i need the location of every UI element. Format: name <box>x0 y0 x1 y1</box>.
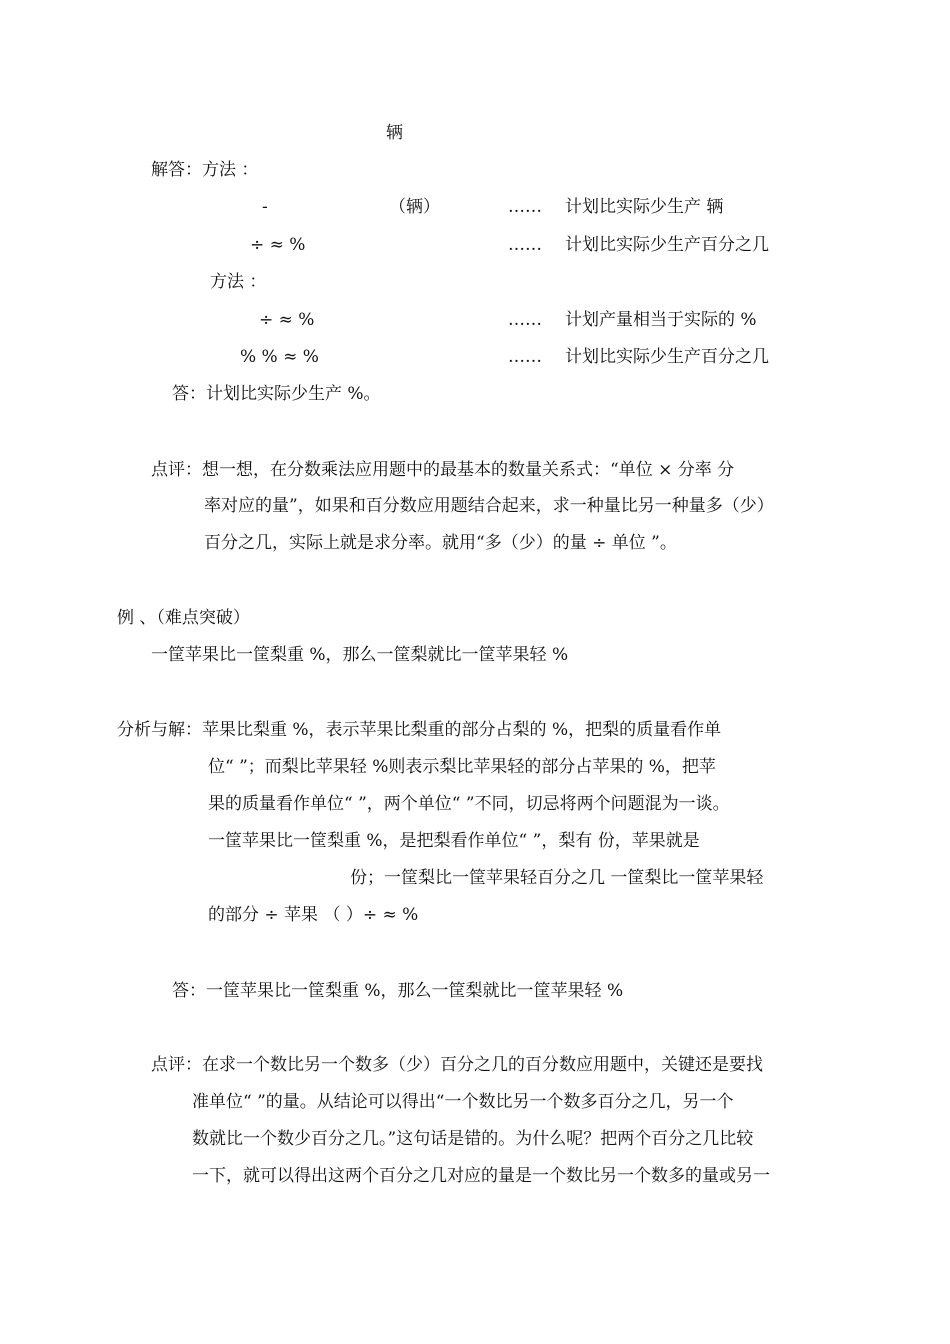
comment-1-line-1: 点评：想一想，在分数乘法应用题中的最基本的数量关系式：“单位 × 分率 分 <box>151 460 735 480</box>
answer-line-2: 答：一筐苹果比一筐梨重 %，那么一筐梨就比一筐苹果轻 % <box>172 981 624 1001</box>
example-problem: 一筐苹果比一筐梨重 %，那么一筐梨就比一筐苹果轻 % <box>151 645 569 665</box>
analysis-line-2: 位“ ”；而梨比苹果轻 %则表示梨比苹果轻的部分占苹果的 %，把苹 <box>208 757 716 777</box>
note-less-percent: 计划比实际少生产百分之几 <box>565 235 769 255</box>
analysis-line-4: 一筐苹果比一筐梨重 %，是把梨看作单位“ ”，梨有 份，苹果就是 <box>208 831 700 851</box>
note-less-percent-2: 计划比实际少生产百分之几 <box>565 347 769 367</box>
comment-2-line-4: 一下，就可以得出这两个百分之几对应的量是一个数比另一个数多的量或另一 <box>192 1166 770 1186</box>
answer-method-1: 解答：方法 ： <box>151 160 259 180</box>
example-heading: 例 、（难点突破） <box>117 608 250 628</box>
answer-line-1: 答：计划比实际少生产 %。 <box>172 384 381 404</box>
formula-unit-vehicle: （辆） <box>389 197 440 217</box>
ellipsis: …… <box>508 235 542 255</box>
formula-divide-2: ÷ ≈ % <box>259 310 315 330</box>
comment-2-line-2: 准单位“ ”的量。从结论可以得出“一个数比另一个数多百分之几，另一个 <box>192 1092 734 1112</box>
formula-divide-1: ÷ ≈ % <box>250 235 306 255</box>
note-plan-vs-actual: 计划产量相当于实际的 % <box>565 310 757 330</box>
line-unit-vehicle: 辆 <box>386 123 403 143</box>
comment-2-line-3: 数就比一个数少百分之几。”这句话是错的。为什么呢？把两个百分之几比较 <box>192 1129 754 1149</box>
ellipsis: …… <box>508 310 542 330</box>
comment-2-line-1: 点评：在求一个数比另一个数多（少）百分之几的百分数应用题中，关键还是要找 <box>151 1055 763 1075</box>
analysis-line-3: 果的质量看作单位“ ”，两个单位“ ”不同，切忌将两个问题混为一谈。 <box>208 794 730 814</box>
method-2-label: 方法 ： <box>210 272 267 292</box>
analysis-line-5: 份；一筐梨比一筐苹果轻百分之几 一筐梨比一筐苹果轻 <box>350 868 764 888</box>
ellipsis: …… <box>508 347 542 367</box>
formula-minus: - <box>262 197 268 217</box>
comment-1-line-2: 率对应的量”，如果和百分数应用题结合起来，求一种量比另一种量多（少） <box>204 496 774 516</box>
analysis-line-6: 的部分 ÷ 苹果 （ ）÷ ≈ % <box>208 905 419 925</box>
formula-percent-diff: % % ≈ % <box>240 347 319 367</box>
comment-1-line-3: 百分之几，实际上就是求分率。就用“多（少）的量 ÷ 单位 ”。 <box>204 533 677 553</box>
analysis-line-1: 分析与解：苹果比梨重 %，表示苹果比梨重的部分占梨的 %，把梨的质量看作单 <box>117 720 722 740</box>
ellipsis: …… <box>508 197 542 217</box>
note-less-produced: 计划比实际少生产 辆 <box>565 197 724 217</box>
